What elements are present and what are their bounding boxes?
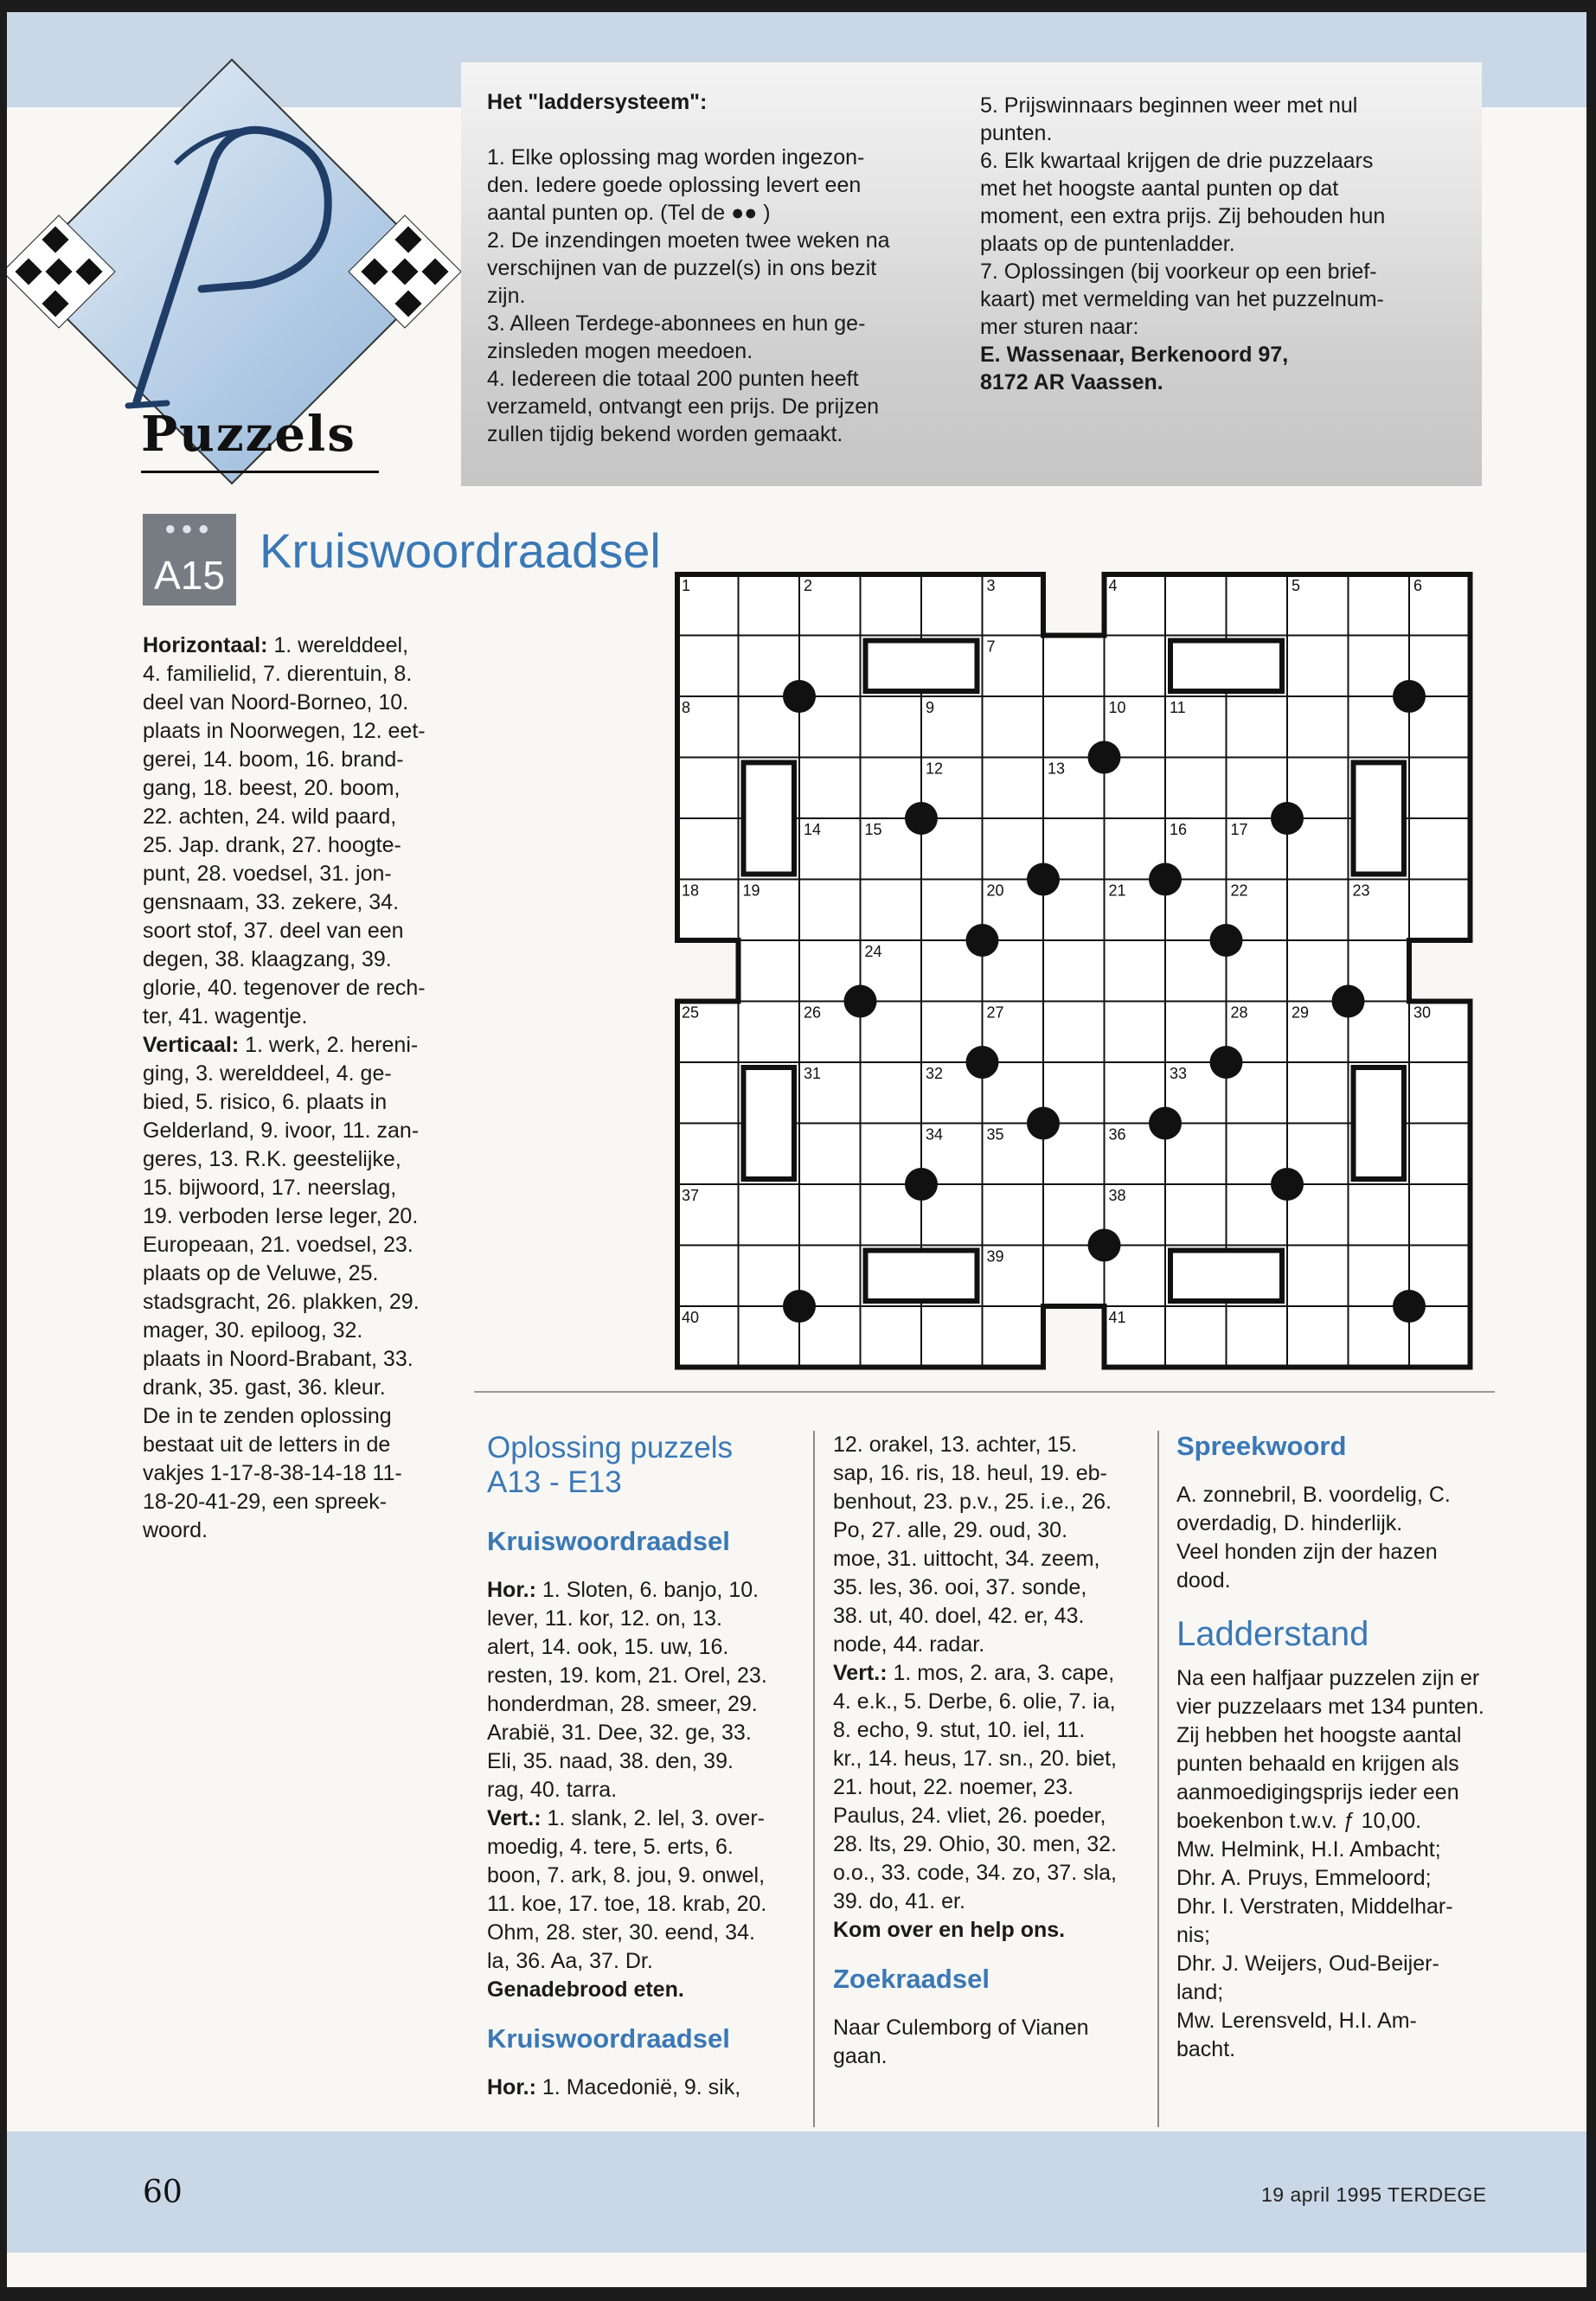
ladder-line: punten behaald en krijgen als xyxy=(1176,1752,1459,1776)
solution-line: 38. ut, 40. doel, 42. er, 43. xyxy=(833,1604,1085,1628)
cell-number: 10 xyxy=(1108,699,1126,716)
grid-dot xyxy=(844,985,877,1018)
rule-line: met het hoogste aantal punten op dat xyxy=(980,176,1339,201)
clue-line: punt, 28. voedsel, 31. jon- xyxy=(143,862,392,886)
rule-line: verzameld, ontvangt een prijs. De prijzen xyxy=(487,394,880,419)
ladder-line: Dhr. J. Weijers, Oud-Beijer- xyxy=(1176,1952,1439,1976)
grid-dot xyxy=(966,924,999,957)
grid-cell[interactable] xyxy=(739,1002,800,1063)
grid-dot xyxy=(966,1046,999,1079)
grid-dot xyxy=(1149,863,1182,896)
grid-dot xyxy=(1088,1229,1121,1262)
grid-cell[interactable] xyxy=(1409,1124,1471,1185)
solution-line: Paulus, 24. vliet, 26. poeder, xyxy=(833,1804,1106,1828)
cell-number: 17 xyxy=(1230,821,1248,838)
solution-line: resten, 19. kom, 21. Orel, 23. xyxy=(487,1663,767,1688)
clue-line: gang, 18. beest, 20. boom, xyxy=(143,776,401,800)
grid-cell[interactable] xyxy=(677,1124,739,1185)
clue-line: bestaat uit de letters in de xyxy=(143,1433,391,1457)
cell-number: 27 xyxy=(986,1003,1004,1022)
solution-line: A. zonnebril, B. voordelig, C. xyxy=(1176,1483,1451,1507)
rule-line: punten. xyxy=(980,121,1053,145)
grid-dot xyxy=(1027,863,1060,896)
grid-bar xyxy=(1170,641,1282,692)
grid-cell[interactable] xyxy=(1043,636,1105,697)
ladder-title: Ladderstand xyxy=(1176,1615,1369,1653)
grid-cell[interactable] xyxy=(799,880,861,941)
solutions-column-1 xyxy=(487,1431,772,2102)
grid-cell[interactable] xyxy=(1409,758,1471,819)
ladder-line: Mw. Helmink, H.I. Ambacht; xyxy=(1176,1837,1441,1862)
solution-line: dood. xyxy=(1176,1568,1231,1593)
grid-cell[interactable] xyxy=(739,940,800,1002)
rule-line: 7. Oplossingen (bij voorkeur op een brief- xyxy=(980,260,1377,284)
cell-number: 20 xyxy=(986,881,1004,900)
grid-cell[interactable] xyxy=(921,574,983,636)
clue-line: ter, 41. wagentje. xyxy=(143,1004,308,1029)
cell-number: 24 xyxy=(864,943,882,960)
grid-cell[interactable] xyxy=(983,696,1044,758)
solution-line: Arabië, 31. Dee, 32. ge, 33. xyxy=(487,1721,752,1745)
solution-line: boon, 7. ark, 8. jou, 9. onwel, xyxy=(487,1863,766,1888)
ladder-line: Dhr. I. Verstraten, Middelhar- xyxy=(1176,1894,1453,1919)
solution-line: benhout, 23. p.v., 25. i.e., 26. xyxy=(833,1490,1112,1514)
cell-number: 13 xyxy=(1048,760,1066,778)
solutions-heading xyxy=(487,1431,772,1500)
cell-number: 4 xyxy=(1108,577,1118,594)
grid-cell[interactable] xyxy=(861,1306,922,1368)
grid-cell[interactable] xyxy=(983,758,1044,819)
kw2-title: Kruiswoordraadsel xyxy=(487,2023,730,2054)
rules-title: Het "laddersysteem": xyxy=(487,90,708,114)
grid-dot xyxy=(1393,1290,1426,1323)
solution-line: 39. do, 41. er. xyxy=(833,1889,965,1913)
grid-dot xyxy=(1149,1107,1182,1140)
clue-line: degen, 38. klaagzang, 39. xyxy=(143,947,392,971)
grid-dot xyxy=(905,802,938,835)
grid-cell[interactable] xyxy=(1287,1306,1349,1368)
cell-number: 2 xyxy=(804,577,813,594)
grid-dot xyxy=(783,1290,816,1323)
rules-list-right xyxy=(980,92,1465,341)
rule-line: den. Iedere goede oplossing levert een xyxy=(487,173,862,197)
clue-line: bied, 5. risico, 6. plaats in xyxy=(143,1090,388,1114)
crossword-grid[interactable] xyxy=(669,566,1477,1379)
clue-line: glorie, 40. tegenover de rech- xyxy=(143,976,426,1000)
logo-wordmark: Puzzels xyxy=(141,406,356,463)
ladder-line: land; xyxy=(1176,1980,1224,2004)
solution-line: 12. orakel, 13. achter, 15. xyxy=(833,1433,1078,1457)
solution-line: sap, 16. ris, 18. heul, 19. eb- xyxy=(833,1461,1107,1485)
clue-line: vakjes 1-17-8-38-14-18 11- xyxy=(143,1461,402,1485)
ladder-line: vier puzzelaars met 134 punten. xyxy=(1176,1695,1484,1719)
rule-line: kaart) met vermelding van het puzzelnum- xyxy=(980,287,1384,311)
cell-number: 16 xyxy=(1170,821,1188,838)
clue-line: gerei, 14. boom, 16. brand- xyxy=(143,747,404,772)
rule-line: moment, een extra prijs. Zij behouden hun xyxy=(980,204,1386,228)
rule-line: zijn. xyxy=(487,284,526,308)
grid-dot xyxy=(1393,680,1426,713)
grid-cell[interactable] xyxy=(1227,1306,1288,1368)
ladder-line: bacht. xyxy=(1176,2037,1236,2061)
solution-line: Eli, 35. naad, 38. den, 39. xyxy=(487,1749,734,1773)
grid-cell[interactable] xyxy=(739,1184,800,1246)
puzzle-code-badge xyxy=(143,514,236,606)
clue-line: Europeaan, 21. voedsel, 23. xyxy=(143,1233,413,1257)
rule-line: 5. Prijswinnaars beginnen weer met nul xyxy=(980,93,1358,118)
cell-number: 30 xyxy=(1413,1003,1432,1022)
cell-number: 18 xyxy=(682,881,700,900)
column-separator-2 xyxy=(1157,1431,1159,2127)
ladder-standings xyxy=(1176,1664,1514,2064)
grid-cell[interactable] xyxy=(983,1184,1044,1246)
cell-number: 19 xyxy=(742,881,760,900)
grid-cell[interactable] xyxy=(1105,940,1166,1002)
solution-line: 28. lts, 29. Ohio, 30. men, 32. xyxy=(833,1832,1117,1856)
solution-line: Vert.: 1. mos, 2. ara, 3. cape, xyxy=(833,1661,1115,1685)
cell-number: 33 xyxy=(1170,1065,1188,1082)
clue-line: plaats op de Veluwe, 25. xyxy=(143,1261,379,1285)
solution-line: 8. echo, 9. stut, 10. iel, 11. xyxy=(833,1718,1086,1742)
grid-cell[interactable] xyxy=(1165,1184,1227,1246)
solutions-heading-line-2: A13 - E13 xyxy=(487,1465,622,1499)
clue-line: woord. xyxy=(143,1518,208,1542)
clue-line: ging, 3. werelddeel, 4. ge- xyxy=(143,1061,392,1086)
clue-line: plaats in Noorwegen, 12. eet- xyxy=(143,719,426,743)
grid-bar xyxy=(1354,763,1405,875)
cell-number: 7 xyxy=(986,638,996,656)
clue-line: stadsgracht, 26. plakken, 29. xyxy=(143,1290,420,1314)
cell-number: 23 xyxy=(1352,881,1370,900)
grid-cell[interactable] xyxy=(1349,1184,1410,1246)
cell-number: 41 xyxy=(1108,1309,1126,1326)
address-line-2: 8172 AR Vaassen. xyxy=(980,370,1163,394)
clue-line: plaats in Noord-Brabant, 33. xyxy=(143,1347,413,1371)
grid-cell[interactable] xyxy=(1409,818,1471,880)
rule-line: plaats op de puntenladder. xyxy=(980,232,1235,256)
grid-cell[interactable] xyxy=(1409,880,1471,941)
rule-line: 1. Elke oplossing mag worden ingezon- xyxy=(487,145,865,170)
ladder-line: aanmoedigingsprijs ieder een xyxy=(1176,1780,1459,1804)
clue-line: mager, 30. epiloog, 32. xyxy=(143,1318,363,1343)
solution-line: Vert.: 1. slank, 2. lel, 3. over- xyxy=(487,1806,765,1830)
grid-cell[interactable] xyxy=(1165,574,1227,636)
spreek-solution xyxy=(1176,1481,1514,1595)
grid-bar xyxy=(1354,1067,1405,1179)
grid-bar xyxy=(744,1067,795,1179)
grid-bar xyxy=(744,763,795,875)
section-divider xyxy=(474,1391,1495,1393)
grid-dot xyxy=(905,1168,938,1201)
grid-cell[interactable] xyxy=(861,696,922,758)
grid-bar xyxy=(866,1251,977,1302)
cell-number: 22 xyxy=(1230,881,1248,900)
grid-cell[interactable] xyxy=(1287,636,1349,697)
rule-line: 3. Alleen Terdege-abonnees en hun ge- xyxy=(487,311,866,336)
solutions-column-3 xyxy=(1176,1431,1514,2064)
spreek-title: Spreekwoord xyxy=(1176,1431,1347,1461)
address-line-1: E. Wassenaar, Berkenoord 97, xyxy=(980,343,1289,367)
clue-line: 25. Jap. drank, 27. hoogte- xyxy=(143,833,401,857)
cell-number: 12 xyxy=(926,760,944,778)
solution-line: 4. e.k., 5. Derbe, 6. olie, 7. ia, xyxy=(833,1689,1116,1714)
zoek-title: Zoekraadsel xyxy=(833,1964,990,1994)
rule-line: zullen tijdig bekend worden gemaakt. xyxy=(487,422,843,446)
grid-dot xyxy=(783,680,816,713)
grid-cell[interactable] xyxy=(677,1246,739,1307)
grid-bar xyxy=(866,641,977,692)
cell-number: 35 xyxy=(986,1125,1004,1144)
solution-line: Kom over en help ons. xyxy=(833,1918,1066,1942)
cell-number: 39 xyxy=(986,1247,1004,1266)
solution-line: overdadig, D. hinderlijk. xyxy=(1176,1511,1403,1535)
solution-line: 21. hout, 22. noemer, 23. xyxy=(833,1775,1074,1799)
clue-line: Gelderland, 9. ivoor, 11. zan- xyxy=(143,1118,420,1143)
kw2-first-line: Hor.: 1. Macedonië, 9. sik, xyxy=(487,2075,741,2099)
grid-cell[interactable] xyxy=(677,1062,739,1124)
cell-number: 32 xyxy=(926,1065,944,1082)
rule-line: zinsleden mogen meedoen. xyxy=(487,339,753,363)
cell-number: 21 xyxy=(1108,881,1126,900)
grid-dot xyxy=(1271,1168,1304,1201)
cell-number: 14 xyxy=(804,821,822,838)
cell-number: 5 xyxy=(1292,577,1301,594)
solution-line: lever, 11. kor, 12. on, 13. xyxy=(487,1606,722,1631)
clue-line: Horizontaal: 1. werelddeel, xyxy=(143,633,409,657)
solution-line: Naar Culemborg of Vianen xyxy=(833,2016,1089,2040)
puzzle-code: A15 xyxy=(154,553,225,598)
grid-dot xyxy=(1027,1107,1060,1140)
cell-number: 40 xyxy=(682,1309,700,1326)
cell-number: 34 xyxy=(926,1125,944,1144)
grid-cell[interactable] xyxy=(1105,1002,1166,1063)
grid-cell[interactable] xyxy=(677,636,739,697)
solution-line: rag, 40. tarra. xyxy=(487,1778,618,1802)
puzzle-clues xyxy=(143,631,445,1545)
grid-cell[interactable] xyxy=(1043,1002,1105,1063)
ladder-line: Zij hebben het hoogste aantal xyxy=(1176,1723,1462,1747)
grid-cell[interactable] xyxy=(1043,940,1105,1002)
ladder-line: nis; xyxy=(1176,1923,1210,1947)
solution-line: Po, 27. alle, 29. oud, 30. xyxy=(833,1518,1068,1542)
solution-line: Veel honden zijn der hazen xyxy=(1176,1540,1438,1564)
grid-cell[interactable] xyxy=(677,818,739,880)
solution-line: moe, 31. uittocht, 34. zeem, xyxy=(833,1547,1100,1571)
solution-line: 35. les, 36. ooi, 37. sonde, xyxy=(833,1575,1087,1599)
clue-line: deel van Noord-Borneo, 10. xyxy=(143,690,409,715)
grid-cell[interactable] xyxy=(1409,1184,1471,1246)
grid-cell[interactable] xyxy=(1105,636,1166,697)
clue-line: 19. verboden Ierse leger, 20. xyxy=(143,1204,419,1228)
solution-line: node, 44. radar. xyxy=(833,1632,985,1657)
grid-cell[interactable] xyxy=(677,758,739,819)
rule-line: verschijnen van de puzzel(s) in ons bezit xyxy=(487,256,877,280)
solution-line: alert, 14. ook, 15. uw, 16. xyxy=(487,1635,729,1659)
logo-underline xyxy=(141,471,379,473)
grid-cell[interactable] xyxy=(799,758,861,819)
rules-right-column xyxy=(980,92,1465,396)
grid-cell[interactable] xyxy=(1287,880,1349,941)
grid-cell[interactable] xyxy=(861,574,922,636)
grid-dot xyxy=(1271,802,1304,835)
rule-line: aantal punten op. (Tel de ●● ) xyxy=(487,201,771,225)
grid-dot xyxy=(1088,741,1121,774)
kw1-solution xyxy=(487,1576,772,2004)
grid-cell[interactable] xyxy=(799,1124,861,1185)
grid-cell[interactable] xyxy=(799,1184,861,1246)
cell-number: 37 xyxy=(682,1187,700,1204)
difficulty-dots: ●●● xyxy=(164,517,215,539)
cell-number: 28 xyxy=(1230,1003,1248,1022)
grid-cell[interactable] xyxy=(1165,1306,1227,1368)
clue-line: 4. familielid, 7. dierentuin, 8. xyxy=(143,662,413,686)
clue-line: drank, 35. gast, 36. kleur. xyxy=(143,1375,386,1400)
ladder-line: Dhr. A. Pruys, Emmeloord; xyxy=(1176,1866,1432,1890)
solution-line: gaan. xyxy=(833,2044,888,2068)
solution-line: moedig, 4. tere, 5. erts, 6. xyxy=(487,1835,734,1859)
grid-dot xyxy=(1210,1046,1243,1079)
solution-line: la, 36. Aa, 37. Dr. xyxy=(487,1949,653,1973)
zoek-solution xyxy=(833,2014,1123,2071)
grid-cell[interactable] xyxy=(1287,1246,1349,1307)
clue-line: 18-20-41-29, een spreek- xyxy=(143,1490,388,1514)
grid-cell[interactable] xyxy=(983,1306,1044,1368)
solution-line: o.o., 33. code, 34. zo, 37. sla, xyxy=(833,1861,1117,1885)
ladder-line: boekenbon t.w.v. ƒ 10,00. xyxy=(1176,1809,1422,1833)
cell-number: 26 xyxy=(804,1003,822,1022)
magazine-page xyxy=(7,12,1586,2287)
ladder-line: Na een halfjaar puzzelen zijn er xyxy=(1176,1666,1480,1690)
solution-line: Genadebrood eten. xyxy=(487,1977,684,2002)
solution-line: honderdman, 28. smeer, 29. xyxy=(487,1692,758,1716)
clue-line: De in te zenden oplossing xyxy=(143,1404,392,1428)
clue-line: soort stof, 37. deel van een xyxy=(143,919,404,943)
rule-line: 2. De inzendingen moeten twee weken na xyxy=(487,228,890,253)
solution-line: 11. koe, 17. toe, 18. krab, 20. xyxy=(487,1892,767,1916)
grid-cell[interactable] xyxy=(861,880,922,941)
cell-number: 38 xyxy=(1108,1187,1126,1204)
grid-cell[interactable] xyxy=(1349,574,1410,636)
solutions-column-2 xyxy=(833,1431,1123,2071)
page-number: 60 xyxy=(143,2175,183,2210)
clue-line: geres, 13. R.K. geestelijke, xyxy=(143,1147,401,1171)
cell-number: 8 xyxy=(682,699,691,716)
issue-footer: 19 april 1995 TERDEGE xyxy=(1261,2183,1487,2206)
solution-line: Ohm, 28. ster, 30. eend, 34. xyxy=(487,1920,755,1945)
clue-line: Verticaal: 1. werk, 2. hereni- xyxy=(143,1033,419,1057)
grid-cell[interactable] xyxy=(1287,696,1349,758)
grid-cell[interactable] xyxy=(921,1306,983,1368)
grid-dot xyxy=(1210,924,1243,957)
cell-number: 3 xyxy=(986,577,996,594)
cell-number: 15 xyxy=(864,821,882,838)
rule-line: 4. Iedereen die totaal 200 punten heeft xyxy=(487,367,859,391)
grid-cell[interactable] xyxy=(1227,574,1288,636)
grid-cell[interactable] xyxy=(1227,696,1288,758)
cell-number: 25 xyxy=(682,1003,700,1022)
clue-line: 22. achten, 24. wild paard, xyxy=(143,804,397,829)
rules-list-left xyxy=(487,144,954,448)
grid-cell[interactable] xyxy=(739,574,800,636)
column-separator xyxy=(813,1431,815,2127)
solution-line: kr., 14. heus, 17. sn., 20. biet, xyxy=(833,1747,1117,1771)
rule-line: mer sturen naar: xyxy=(980,315,1139,339)
cell-number: 11 xyxy=(1170,699,1186,716)
solutions-heading-line-1: Oplossing puzzels xyxy=(487,1431,734,1465)
clue-line: gensnaam, 33. zekere, 34. xyxy=(143,890,400,914)
rule-line: 6. Elk kwartaal krijgen de drie puzzelaars xyxy=(980,149,1374,173)
grid-cell[interactable] xyxy=(1287,1062,1349,1124)
cell-number: 29 xyxy=(1292,1003,1310,1022)
ladder-line: Mw. Lerensveld, H.I. Am- xyxy=(1176,2009,1417,2033)
kw1-title: Kruiswoordraadsel xyxy=(487,1526,730,1556)
cell-number: 36 xyxy=(1108,1125,1126,1144)
cell-number: 31 xyxy=(804,1065,822,1082)
rules-left-column xyxy=(487,88,954,448)
solution-line: Hor.: 1. Sloten, 6. banjo, 10. xyxy=(487,1578,760,1602)
kw2-solution xyxy=(833,1431,1123,1945)
clue-line: 15. bijwoord, 17. neerslag, xyxy=(143,1176,397,1200)
grid-cell[interactable] xyxy=(1409,1062,1471,1124)
puzzle-title: Kruiswoordraadsel xyxy=(260,523,661,578)
cell-number: 6 xyxy=(1413,577,1423,594)
cell-number: 9 xyxy=(926,699,935,716)
grid-dot xyxy=(1332,985,1365,1018)
grid-cell[interactable] xyxy=(861,1062,922,1124)
ladder-system-box xyxy=(461,62,1482,486)
cell-number: 1 xyxy=(682,577,691,594)
grid-bar xyxy=(1170,1251,1282,1302)
grid-cell[interactable] xyxy=(1165,758,1227,819)
